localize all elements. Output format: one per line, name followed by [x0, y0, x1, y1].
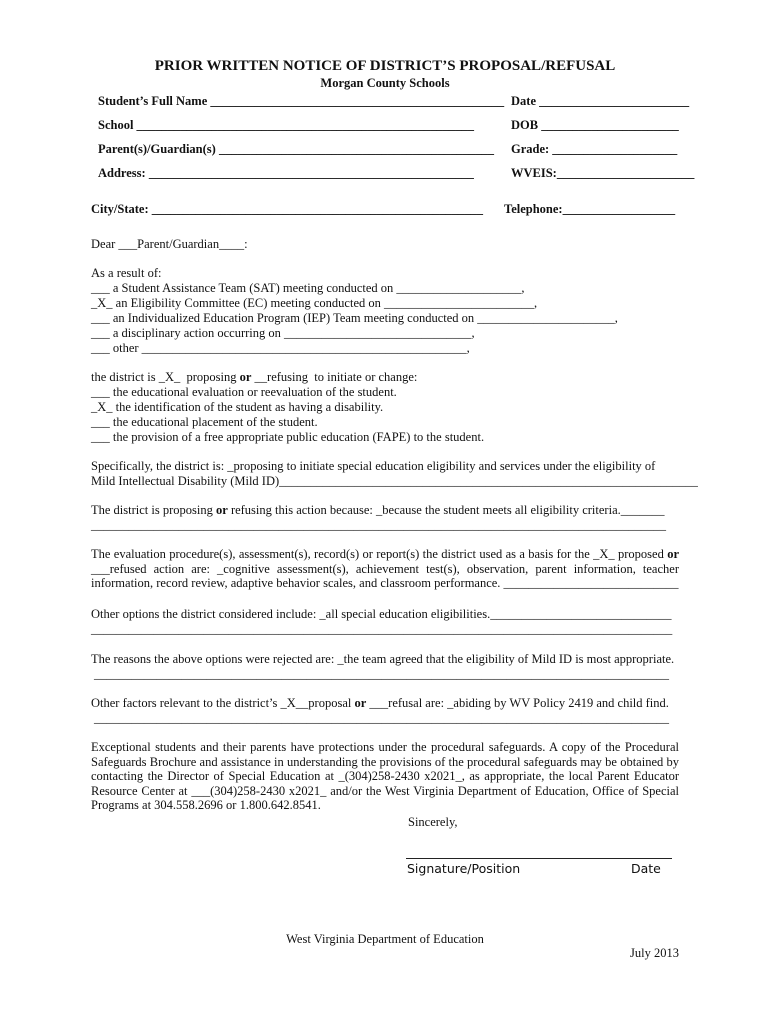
city-state-field[interactable]: City/State: _____________________________________________________ [91, 202, 483, 216]
factors-line [91, 696, 669, 711]
evaluation-pre: The evaluation procedure(s), assessment(s), record(s) or report(s) the district used as a basis for the _X_ proposed [91, 547, 668, 561]
result-item-sat: ___ a Student Assistance Team (SAT) meeting conducted on ____________________, [91, 281, 525, 295]
district-action-or: or [239, 370, 252, 384]
evaluation-paragraph [91, 547, 679, 591]
change-item-evaluation: ___ the educational evaluation or reevaluation of the student. [91, 385, 397, 399]
change-item-placement: ___ the educational placement of the student. [91, 415, 318, 429]
result-intro: As a result of: [91, 266, 162, 280]
result-item-other: ___ other ____________________________________________________, [91, 341, 470, 355]
rejected-line-2: ____________________________________________________________________________________________ [94, 667, 669, 681]
result-item-ec: _X_ an Eligibility Committee (EC) meeting conducted on ________________________, [91, 296, 538, 310]
options-line-1: Other options the district considered include: _all special education eligibilities._____________________________ [91, 607, 672, 621]
parents-field[interactable]: Parent(s)/Guardian(s) ____________________________________________ [98, 142, 494, 156]
district-action-post: __refusing to initiate or change: [251, 370, 418, 384]
specifically-line-1: Specifically, the district is: _proposing to initiate special education eligibility and services under the eligibility of [91, 459, 656, 473]
reason-blank-line: ____________________________________________________________________________________________ [91, 518, 666, 532]
student-name-field[interactable]: Student’s Full Name _______________________________________________ [98, 94, 505, 108]
specifically-line-2: Mild Intellectual Disability (Mild ID)___________________________________________________________________ [91, 474, 698, 488]
closing: Sincerely, [408, 815, 458, 829]
factors-pre: Other factors relevant to the district’s _X__proposal [91, 696, 355, 710]
date-field[interactable]: Date ________________________ [511, 94, 690, 108]
reason-or: or [216, 503, 228, 517]
wveis-field[interactable]: WVEIS:______________________ [511, 166, 695, 180]
salutation: Dear ___Parent/Guardian____: [91, 237, 248, 251]
reason-line [91, 503, 665, 518]
evaluation-or: or [667, 547, 679, 561]
page-title: PRIOR WRITTEN NOTICE OF DISTRICT’S PROPOSAL/REFUSAL [154, 58, 616, 74]
telephone-field[interactable]: Telephone:__________________ [504, 202, 676, 216]
footer-department: West Virginia Department of Education [286, 932, 484, 946]
signature-position-label: Signature/Position [407, 861, 521, 876]
school-field[interactable]: School ______________________________________________________ [98, 118, 475, 132]
footer-date: July 2013 [630, 946, 679, 960]
safeguards-paragraph: Exceptional students and their parents have protections under the procedural safeguards. A copy of the Procedural Safeguards Brochure and assistance in understanding the provisions of the procedural safeguards may be obtained by contacting the Director of Special Education at _(304)258-2430 x2021_, as appropriate, the local Parent Educator Resource Center at ___(304)258-2430 x2021_ and/or the West Virginia Department of Education, Office of Special Programs at 304.558.2696 or 1.800.642.8541. [91, 740, 679, 813]
change-item-identification: _X_ the identification of the student as having a disability. [91, 400, 384, 414]
district-action-pre: the district is _X_ proposing [91, 370, 240, 384]
signature-date-label: Date [631, 861, 661, 876]
factors-or: or [354, 696, 367, 710]
factors-post: ___refusal are: _abiding by WV Policy 2419 and child find. [366, 696, 669, 710]
factors-line-2: ____________________________________________________________________________________________ [94, 711, 669, 725]
district-action-line [91, 370, 417, 385]
district-name: Morgan County Schools [320, 76, 450, 90]
reason-post: refusing this action because: _because the student meets all eligibility criteria._______ [227, 503, 665, 517]
rejected-line-1: The reasons the above options were rejected are: _the team agreed that the eligibility of Mild ID is most appropriate. [91, 652, 675, 666]
options-line-2: _____________________________________________________________________________________________ [91, 622, 673, 636]
result-item-disciplinary: ___ a disciplinary action occurring on ______________________________, [91, 326, 475, 340]
address-field[interactable]: Address: ____________________________________________________ [98, 166, 474, 180]
evaluation-post: ___refused action are: _cognitive assessment(s), achievement test(s), observation, parent information, teacher information, record review, adaptive behavior scales, and classroom performance. ____________________________ [91, 561, 679, 591]
dob-field[interactable]: DOB ______________________ [511, 118, 679, 132]
grade-field[interactable]: Grade: ____________________ [511, 142, 678, 156]
change-item-fape: ___ the provision of a free appropriate public education (FAPE) to the student. [91, 430, 485, 444]
reason-pre: The district is proposing [91, 503, 216, 517]
signature-line[interactable] [406, 858, 672, 859]
result-item-iep: ___ an Individualized Education Program (IEP) Team meeting conducted on ______________________, [91, 311, 618, 325]
